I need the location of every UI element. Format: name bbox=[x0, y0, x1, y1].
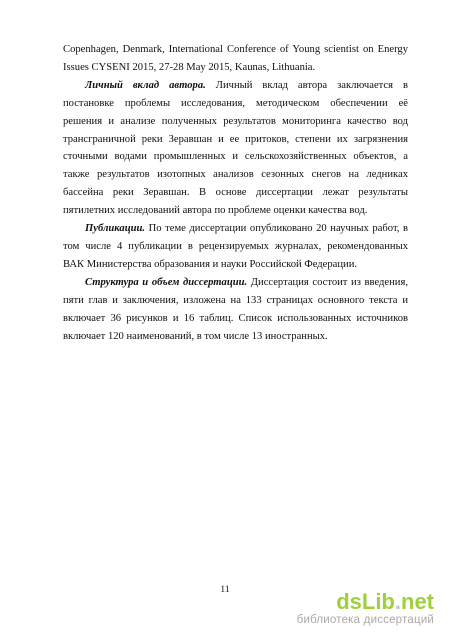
dslib-watermark[interactable] bbox=[297, 591, 434, 627]
section-text-publications: По теме диссертации опубликовано 20 научных работ, в том числе 4 публикации в рецензируемых журналах, рекомендованных ВАК Министерства образования и науки Российской Федерации. bbox=[63, 223, 408, 270]
section-heading-personal-contribution: Личный вклад автора. bbox=[85, 79, 206, 91]
section-personal-contribution bbox=[63, 77, 408, 220]
page-number: 11 bbox=[220, 585, 230, 595]
section-structure bbox=[63, 274, 408, 346]
section-text-structure: Диссертация состоит из введения, пяти глав и заключения, изложена на 133 страницах основного текста и включает 36 рисунков и 16 таблиц. Список использованных источников включает 120 наименований, в том числе 13 иностранных. bbox=[63, 276, 408, 342]
dslib-logo bbox=[297, 591, 434, 613]
page-body bbox=[63, 41, 408, 345]
logo-dot: . bbox=[394, 589, 401, 614]
watermark-subtitle: библиотека диссертаций bbox=[296, 614, 434, 626]
section-text-personal-contribution: Личный вклад автора заключается в постановке проблемы исследования, методическом обеспечении её решения и анализе полученных результатов мониторинга качество вод трансграничной реки Зеравшан и ее притоков, степени их загрязнения сточными водами промышленных и сельскохозяйственных объектов, а также результатов изотопных анализов сезонных снегов на ледниках бассейна реки Зеравшан. В основе диссертации лежат результаты пятилетних исследований автора по проблеме оценки качества вод. bbox=[63, 79, 408, 217]
logo-text-right: net bbox=[401, 589, 434, 614]
section-publications bbox=[63, 220, 408, 274]
section-heading-publications: Публикации. bbox=[85, 223, 146, 235]
intro-paragraph: Copenhagen, Denmark, International Conference of Young scientist on Energy Issues CYSENI 2015, 27-28 May 2015, Kaunas, Lithuania. bbox=[63, 44, 408, 73]
section-heading-structure: Структура и объем диссертации. bbox=[85, 276, 248, 288]
logo-text-left: dsLib bbox=[336, 589, 395, 614]
